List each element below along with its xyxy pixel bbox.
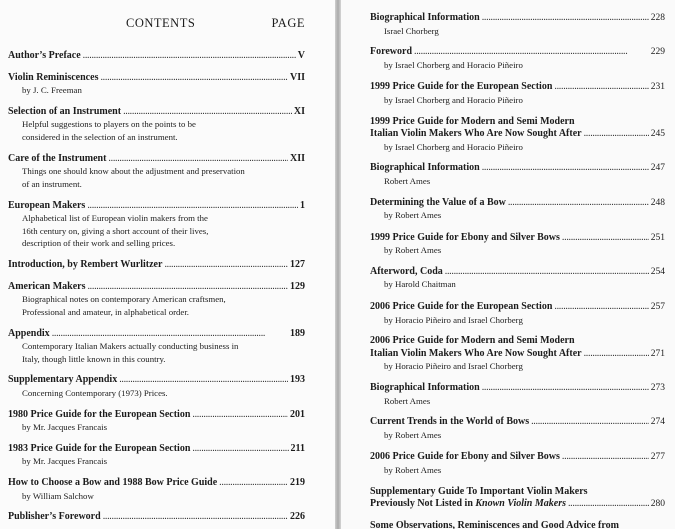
toc-entry[interactable]: [370, 197, 665, 222]
entry-description: Helpful suggestions to players on the points to be: [22, 119, 196, 130]
entry-title: [370, 128, 582, 141]
entry-title-italic: Known Violin Makers: [475, 498, 566, 510]
entry-title: [370, 162, 480, 175]
toc-line: [370, 382, 665, 395]
entry-description: by J. C. Freeman: [22, 85, 82, 95]
entry-description: by Mr. Jacques Francais: [22, 456, 108, 467]
dot-leader: [83, 50, 296, 63]
entry-title: [8, 511, 101, 524]
entry-title: [8, 374, 117, 387]
entry-title-text: Previously Not Listed in: [370, 498, 473, 510]
toc-line: [8, 477, 305, 490]
page-number: 211: [290, 442, 305, 454]
entry-title: [370, 197, 506, 210]
toc-line: [8, 281, 305, 294]
entry-title-text: Supplementary Appendix: [8, 374, 118, 386]
page-number: 277: [650, 452, 665, 463]
toc-line: [370, 301, 665, 314]
toc-line: [370, 498, 665, 511]
toc-entry[interactable]: [8, 106, 305, 144]
entry-description: by Horacio Piñeiro and Israel Chorberg: [384, 314, 523, 325]
toc-line: [370, 162, 665, 175]
entry-title-text: Foreword: [370, 46, 413, 58]
page-number: 201: [290, 408, 305, 420]
entry-title-text: Appendix: [8, 327, 50, 339]
entry-description: Concerning Contemporary (1973) Prices.: [22, 387, 168, 398]
entry-description: Robert Ames: [384, 175, 431, 186]
left-page: [0, 0, 335, 529]
dot-leader: [52, 328, 288, 341]
toc-entry[interactable]: [370, 382, 665, 407]
entry-title: [370, 266, 443, 279]
page-number: XII: [289, 152, 305, 164]
toc-line: [370, 232, 665, 245]
page-number: 219: [290, 477, 305, 489]
entry-title: [8, 281, 85, 294]
entry-title-text: Afterword, Coda: [370, 265, 443, 277]
entry-title-text: Italian Violin Makers Who Are Now Sought After: [370, 347, 582, 359]
toc-line: [8, 443, 305, 456]
entry-title-lead: Some Observations, Reminiscences and Good Advice from: [370, 519, 619, 529]
entry-title-text: 2006 Price Guide for Ebony and Silver Bows: [370, 451, 560, 463]
entry-title-text: 1999 Price Guide for the European Section: [370, 81, 553, 93]
entry-description: Israel Chorberg: [384, 25, 439, 36]
entry-title-text: Violin Reminiscences: [8, 71, 99, 83]
entry-description: 16th century on, giving a short account of their lives,: [22, 225, 209, 236]
page-number: 1: [300, 199, 305, 211]
entry-title-text: Italian Violin Makers Who Are Now Sought After: [370, 128, 582, 140]
page-number: 127: [290, 259, 305, 271]
toc-entry[interactable]: [370, 486, 665, 511]
entry-description: by Robert Ames: [384, 429, 442, 440]
toc-entry[interactable]: [8, 328, 305, 366]
entry-description: by Israel Chorberg and Horacio Piñeiro: [384, 141, 523, 152]
entry-description: description of their work and selling prices.: [22, 238, 176, 249]
dot-leader: [119, 374, 288, 387]
entry-title: [370, 498, 566, 511]
entry-title-lead: 1999 Price Guide for Modern and Semi Modern: [370, 115, 575, 127]
toc-entry[interactable]: [8, 477, 305, 502]
dot-leader: [584, 128, 649, 141]
page-number: 247: [650, 163, 665, 174]
entry-title: [8, 50, 81, 63]
toc-line: [8, 259, 305, 272]
entry-title: [8, 259, 162, 272]
toc-entry[interactable]: [8, 281, 305, 319]
entry-title: [370, 451, 560, 464]
entry-description: Professional and amateur, in alphabetical order.: [22, 306, 189, 317]
toc-line: [8, 409, 305, 422]
entry-title-text: Biographical Information: [370, 382, 480, 394]
toc-line: [370, 348, 665, 361]
toc-entry[interactable]: [8, 153, 305, 191]
toc-line: [370, 451, 665, 464]
dot-leader: [508, 197, 649, 210]
dot-leader: [103, 511, 288, 524]
contents-title: CONTENTS: [126, 16, 196, 30]
entry-title-text: 1999 Price Guide for Ebony and Silver Bows: [370, 231, 560, 243]
toc-line: [8, 511, 305, 524]
toc-entry[interactable]: [8, 374, 305, 399]
entry-title: [370, 232, 560, 245]
page-number: VII: [289, 71, 305, 83]
page-number: 226: [290, 511, 305, 523]
dot-leader: [100, 72, 288, 85]
dot-leader: [554, 301, 648, 314]
toc-line: [370, 266, 665, 279]
entry-description: Italy, though little known in this country.: [22, 353, 166, 364]
toc-line: [8, 50, 305, 63]
entry-title: [370, 301, 552, 314]
entry-title-lead: 2006 Price Guide for Modern and Semi Modern: [370, 335, 575, 347]
entry-title-text: Selection of an Instrument: [8, 105, 122, 117]
entry-title-text: Biographical Information: [370, 162, 480, 174]
page-number: 189: [290, 327, 305, 339]
toc-entry[interactable]: [8, 50, 305, 63]
page-number: 280: [650, 499, 665, 510]
toc-entry[interactable]: [370, 81, 665, 106]
page-number: 231: [650, 82, 665, 93]
page-number: 271: [650, 348, 665, 359]
entry-description: by Horacio Piñeiro and Israel Chorberg: [384, 361, 523, 372]
entry-description: by Robert Ames: [384, 210, 442, 221]
entry-title: [8, 443, 190, 456]
toc-line: [370, 81, 665, 94]
entry-title: [8, 200, 85, 213]
toc-entry[interactable]: [370, 335, 665, 373]
page-number: 245: [650, 129, 665, 140]
entry-description: by Robert Ames: [384, 464, 442, 475]
toc-line: [8, 200, 305, 213]
toc-line: [8, 328, 305, 341]
page-column-label: PAGE: [271, 16, 305, 30]
entry-title-text: How to Choose a Bow and 1988 Bow Price Guide: [8, 477, 218, 489]
page-number: 229: [650, 47, 665, 58]
toc-entry[interactable]: [370, 301, 665, 326]
dot-leader: [482, 162, 649, 175]
page-number: 129: [290, 280, 305, 292]
toc-entry[interactable]: [370, 416, 665, 441]
contents-header: [126, 16, 305, 31]
entry-title-text: 1983 Price Guide for the European Section: [8, 442, 191, 454]
entry-title: [370, 382, 480, 395]
entry-title-text: Current Trends in the World of Bows: [370, 416, 530, 428]
entry-title-text: Care of the Instrument: [8, 152, 107, 164]
entry-description: Biographical notes on contemporary American craftsmen,: [22, 294, 226, 305]
page-number: 248: [650, 197, 665, 208]
right-page: [341, 0, 675, 529]
entry-description: Things one should know about the adjustment and preservation: [22, 166, 245, 177]
toc-entry[interactable]: [8, 72, 305, 97]
left-toc-list: [8, 50, 305, 529]
entry-description: by Israel Chorberg and Horacio Piñeiro: [384, 94, 523, 105]
dot-leader: [554, 81, 648, 94]
page-number: 228: [650, 13, 665, 23]
entry-description: by William Salchow: [22, 490, 94, 501]
page-number: 251: [650, 232, 665, 243]
dot-leader: [531, 416, 649, 429]
dot-leader: [219, 477, 288, 490]
toc-line: [370, 197, 665, 210]
entry-title: [8, 153, 106, 166]
entry-title-text: Determining the Value of a Bow: [370, 196, 506, 208]
toc-line: [8, 72, 305, 85]
toc-line: [370, 416, 665, 429]
toc-entry[interactable]: [8, 443, 305, 468]
entry-title: [370, 416, 529, 429]
entry-title-text: Author’s Preface: [8, 50, 81, 61]
entry-title-text: European Makers: [8, 199, 86, 211]
page-number: 274: [650, 417, 665, 428]
entry-title: [370, 348, 582, 361]
toc-line: [8, 374, 305, 387]
entry-title-text: Biographical Information: [370, 12, 480, 23]
entry-title: [8, 72, 98, 85]
dot-leader: [482, 382, 649, 395]
entry-title-text: 1980 Price Guide for the European Section: [8, 408, 191, 420]
right-toc-list: [370, 12, 665, 529]
dot-leader: [164, 259, 288, 272]
dot-leader: [445, 266, 649, 279]
entry-title-lead: Supplementary Guide To Important Violin Makers: [370, 485, 588, 497]
toc-entry[interactable]: [370, 116, 665, 154]
entry-title-text: Introduction, by Rembert Wurlitzer: [8, 259, 163, 271]
entry-description: by Israel Chorberg and Horacio Piñeiro: [384, 59, 523, 70]
dot-leader: [108, 153, 288, 166]
toc-line: [370, 46, 665, 59]
page-number: V: [297, 50, 305, 61]
entry-description: Robert Ames: [384, 395, 431, 406]
entry-title-text: 2006 Price Guide for the European Section: [370, 301, 553, 313]
page-number: 254: [650, 266, 665, 277]
toc-entry[interactable]: [8, 409, 305, 434]
dot-leader: [123, 106, 292, 119]
toc-entry[interactable]: [370, 162, 665, 187]
toc-line: [370, 128, 665, 141]
entry-title-text: Publisher’s Foreword: [8, 511, 101, 523]
entry-title-text: American Makers: [8, 280, 86, 292]
toc-entry[interactable]: [370, 520, 665, 529]
dot-leader: [562, 451, 649, 464]
toc-entry[interactable]: [8, 511, 305, 524]
entry-description: Alphabetical list of European violin makers from the: [22, 213, 208, 224]
page-number: 193: [290, 374, 305, 386]
dot-leader: [568, 498, 649, 511]
entry-title: [8, 106, 121, 119]
dot-leader: [192, 443, 288, 456]
entry-description: considered in the selection of an instrument.: [22, 131, 178, 142]
entry-description: by Harold Chaitman: [384, 279, 456, 290]
toc-entry[interactable]: [370, 46, 665, 71]
dot-leader: [562, 232, 649, 245]
entry-title: [370, 12, 480, 25]
page-number: XI: [293, 105, 305, 117]
dot-leader: [87, 281, 288, 294]
page-number: 257: [650, 302, 665, 313]
entry-description: of an instrument.: [22, 178, 82, 189]
toc-entry[interactable]: [370, 12, 665, 37]
toc-line: [8, 153, 305, 166]
entry-description: Contemporary Italian Makers actually conducting business in: [22, 341, 239, 352]
dot-leader: [414, 46, 649, 59]
toc-entry[interactable]: [8, 259, 305, 272]
entry-title: [8, 477, 217, 490]
entry-title: [8, 409, 190, 422]
entry-title: [8, 328, 50, 341]
entry-description: by Robert Ames: [384, 245, 442, 256]
toc-entry[interactable]: [370, 266, 665, 291]
dot-leader: [192, 409, 288, 422]
toc-line: [8, 106, 305, 119]
dot-leader: [87, 200, 298, 213]
page-number: 273: [650, 383, 665, 394]
toc-entry[interactable]: [8, 200, 305, 251]
entry-title: [370, 81, 552, 94]
dot-leader: [584, 348, 649, 361]
toc-entry[interactable]: [370, 451, 665, 476]
toc-line: [370, 12, 665, 25]
dot-leader: [482, 12, 649, 25]
entry-title: [370, 46, 412, 59]
entry-description: by Mr. Jacques Francais: [22, 422, 108, 433]
toc-entry[interactable]: [370, 232, 665, 257]
